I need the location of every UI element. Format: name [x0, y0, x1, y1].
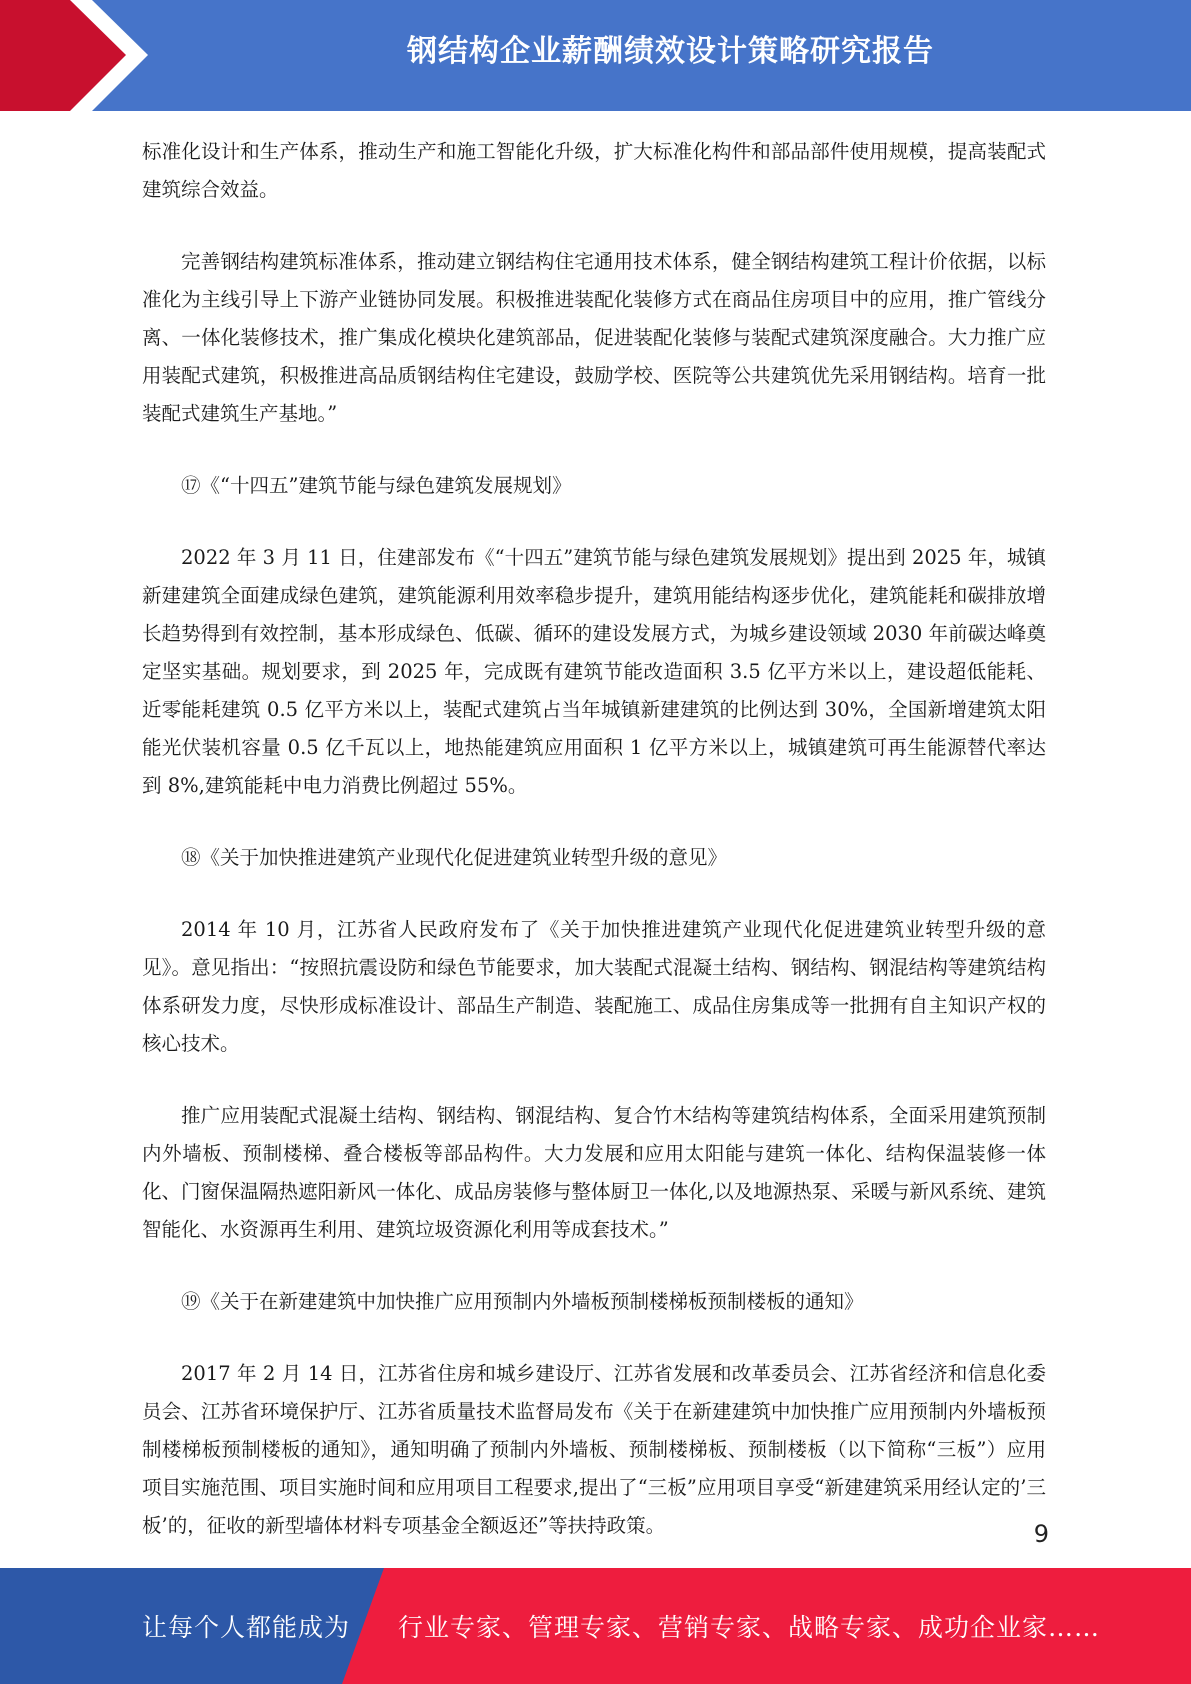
- page-header: [0, 0, 1191, 111]
- section-heading-18: ⑱《关于加快推进建筑产业现代化促进建筑业转型升级的意见》: [181, 846, 728, 869]
- footer-slogan-left: 让每个人都能成为: [142, 1613, 351, 1642]
- section-heading-17: ⑰《“十四五”建筑节能与绿色建筑发展规划》: [181, 474, 572, 497]
- page-number: 9: [1033, 1520, 1049, 1548]
- page-footer: [0, 1568, 1191, 1684]
- paragraph-2: 完善钢结构建筑标准体系，推动建立钢结构住宅通用技术体系，健全钢结构建筑工程计价依据，以标准化为主线引导上下游产业链协同发展。积极推进装配化装修方式在商品住房项目中的应用，推广管线分离、一体化装修技术，推广集成化模块化建筑部品，促进装配化装修与装配式建筑深度融合。大力推广应用装配式建筑，积极推进高品质钢结构住宅建设，鼓励学校、医院等公共建筑优先采用钢结构。培育一批装配式建筑生产基地。”: [142, 250, 1046, 425]
- paragraph-6: 2017 年 2 月 14 日，江苏省住房和城乡建设厅、江苏省发展和改革委员会、江苏省经济和信息化委员会、江苏省环境保护厅、江苏省质量技术监督局发布《关于在新建建筑中加快推广应用预制内外墙板预制楼梯板预制楼板的通知》，通知明确了预制内外墙板、预制楼梯板、预制楼板（以下简称“三板”）应用项目实施范围、项目实施时间和应用项目工程要求,提出了“三板”应用项目享受“新建建筑采用经认定的’三板’的，征收的新型墙体材料专项基金全额返还”等扶持政策。: [142, 1362, 1046, 1537]
- paragraph-5: 推广应用装配式混凝土结构、钢结构、钢混结构、复合竹木结构等建筑结构体系，全面采用建筑预制内外墙板、预制楼梯、叠合楼板等部品构件。大力发展和应用太阳能与建筑一体化、结构保温装修一体化、门窗保温隔热遮阳新风一体化、成品房装修与整体厨卫一体化,以及地源热泵、采暖与新风系统、建筑智能化、水资源再生利用、建筑垃圾资源化利用等成套技术。”: [142, 1104, 1046, 1241]
- paragraph-3: 2022 年 3 月 11 日，住建部发布《“十四五”建筑节能与绿色建筑发展规划》提出到 2025 年，城镇新建建筑全面建成绿色建筑，建筑能源利用效率稳步提升，建筑用能结构逐步优化，建筑能耗和碳排放增长趋势得到有效控制，基本形成绿色、低碳、循环的建设发展方式，为城乡建设领域 2030 年前碳达峰奠定坚实基础。规划要求，到 2025 年，完成既有建筑节能改造面积 3.5 亿平方米以上，建设超低能耗、近零能耗建筑 0.5 亿平方米以上，装配式建筑占当年城镇新建建筑的比例达到 30%，全国新增建筑太阳能光伏装机容量 0.5 亿千瓦以上，地热能建筑应用面积 1 亿平方米以上，城镇建筑可再生能源替代率达到 8%,建筑能耗中电力消费比例超过 55%。: [142, 546, 1046, 797]
- section-heading-19: ⑲《关于在新建建筑中加快推广应用预制内外墙板预制楼梯板预制楼板的通知》: [181, 1290, 864, 1313]
- document-body: [142, 133, 1046, 1545]
- footer-slogan-right: 行业专家、管理专家、营销专家、战略专家、成功企业家……: [398, 1613, 1101, 1642]
- document-title: 钢结构企业薪酬绩效设计策略研究报告: [407, 34, 934, 69]
- paragraph-1: 标准化设计和生产体系，推动生产和施工智能化升级，扩大标准化构件和部品部件使用规模，提高装配式建筑综合效益。: [142, 140, 1046, 201]
- header-chevron-graphic: [0, 0, 160, 111]
- paragraph-4: 2014 年 10 月，江苏省人民政府发布了《关于加快推进建筑产业现代化促进建筑业转型升级的意见》。意见指出：“按照抗震设防和绿色节能要求，加大装配式混凝土结构、钢结构、钢混结构等建筑结构体系研发力度，尽快形成标准设计、部品生产制造、装配施工、成品住房集成等一批拥有自主知识产权的核心技术。: [142, 918, 1046, 1055]
